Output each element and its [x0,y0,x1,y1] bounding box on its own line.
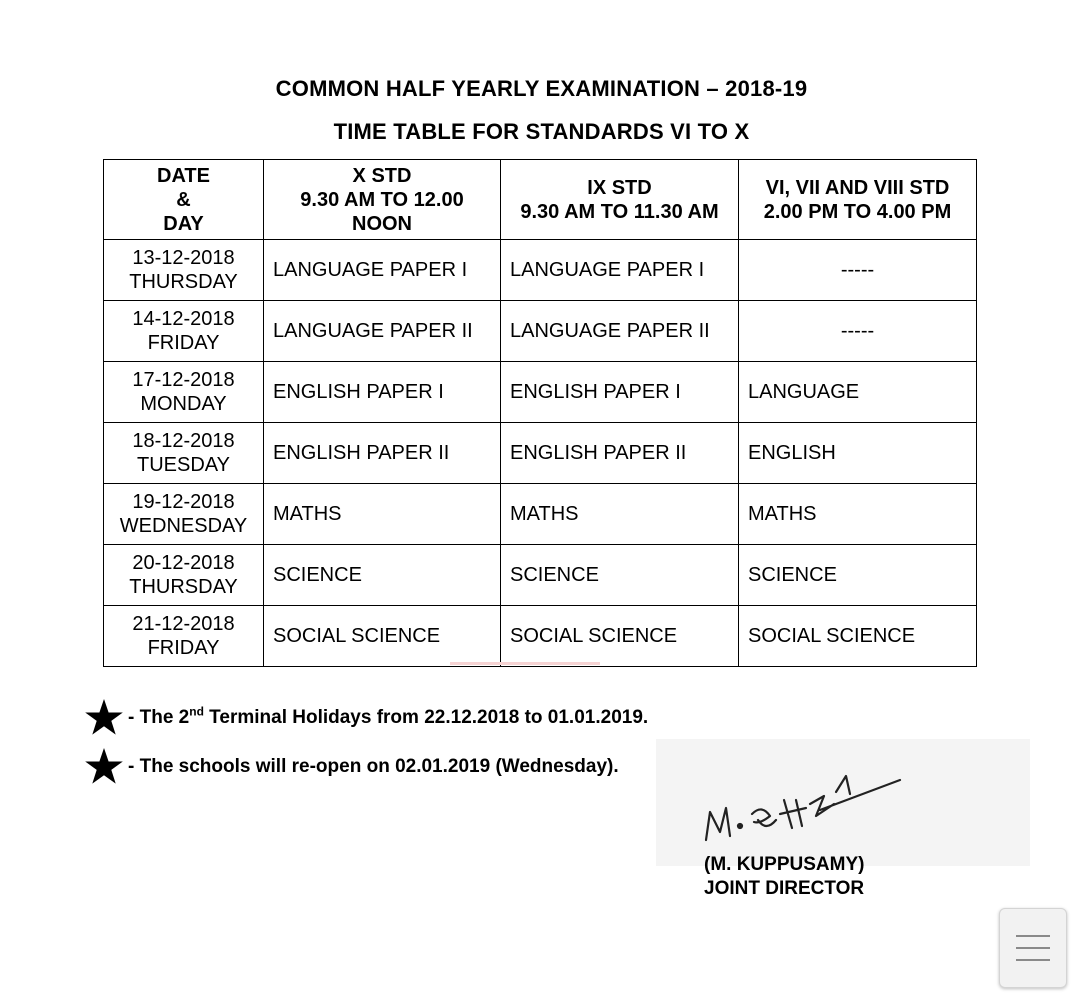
x-std-cell: ENGLISH PAPER I [264,362,501,423]
timetable [103,159,977,667]
date-cell [104,545,264,606]
header-x-std [264,160,501,240]
vi-viii-std-cell: SCIENCE [739,545,977,606]
note-text-part: Terminal Holidays from 22.12.2018 to 01.01.2019. [203,707,649,728]
ix-std-cell: SOCIAL SCIENCE [501,606,739,667]
note-superscript: nd [189,704,204,719]
vi-viii-std-cell: LANGUAGE [739,362,977,423]
hamburger-menu-icon [1016,947,1050,949]
table-row [104,484,977,545]
ix-std-cell: LANGUAGE PAPER II [501,301,739,362]
signatory-name: (M. KUPPUSAMY) [704,854,865,875]
date-cell [104,301,264,362]
document-subtitle: TIME TABLE FOR STANDARDS VI TO X [333,119,750,144]
x-std-cell: LANGUAGE PAPER I [264,240,501,301]
day-text: THURSDAY [129,576,238,598]
hamburger-menu-icon [1016,935,1050,937]
note-reopen-text: - The schools will re-open on 02.01.2019 (Wednesday). [128,756,619,777]
header-line: NOON [352,212,412,235]
date-cell [104,606,264,667]
ix-std-cell: MATHS [501,484,739,545]
day-text: WEDNESDAY [119,515,248,537]
date-text: 18-12-2018 [132,430,235,452]
scan-artifact [450,662,600,665]
table-row [104,301,977,362]
date-text: 20-12-2018 [132,552,235,574]
table-row [104,362,977,423]
header-line: DAY [163,212,204,235]
vi-viii-std-cell: ----- [739,240,977,301]
header-vi-viii-std [739,160,977,240]
ix-std-cell: LANGUAGE PAPER I [501,240,739,301]
signatory-block [704,853,864,901]
day-text: MONDAY [140,393,227,415]
vi-viii-std-cell: MATHS [739,484,977,545]
x-std-cell: LANGUAGE PAPER II [264,301,501,362]
date-cell [104,484,264,545]
header-line: IX STD [587,176,652,199]
header-date-day [104,160,264,240]
date-text: 21-12-2018 [132,613,235,635]
header-line: VI, VII AND VIII STD [765,176,950,199]
ix-std-cell: ENGLISH PAPER I [501,362,739,423]
date-cell [104,362,264,423]
table-row [104,545,977,606]
star-icon [84,698,124,738]
hamburger-menu-icon [1016,959,1050,961]
header-ix-std [501,160,739,240]
ix-std-cell: SCIENCE [501,545,739,606]
date-text: 14-12-2018 [132,308,235,330]
x-std-cell: SCIENCE [264,545,501,606]
header-line: 9.30 AM TO 12.00 [300,188,464,211]
hamburger-menu-button[interactable] [999,908,1067,988]
day-text: THURSDAY [129,271,238,293]
table-row [104,606,977,667]
table-row [104,240,977,301]
header-line: DATE [157,164,210,187]
vi-viii-std-cell: ----- [739,301,977,362]
table-row [104,423,977,484]
x-std-cell: ENGLISH PAPER II [264,423,501,484]
day-text: FRIDAY [147,332,220,354]
header-line: 2.00 PM TO 4.00 PM [763,200,952,223]
header-line: & [176,188,191,211]
signatory-designation: JOINT DIRECTOR [704,878,865,899]
ix-std-cell: ENGLISH PAPER II [501,423,739,484]
note-text-part: - The 2 [128,707,190,728]
x-std-cell: MATHS [264,484,501,545]
note-holidays-text [128,704,649,729]
star-icon [84,747,124,787]
day-text: TUESDAY [137,454,230,476]
date-text: 13-12-2018 [132,247,235,269]
note-holidays [84,698,648,738]
header-row [104,160,977,240]
note-reopen [84,747,619,787]
header-line: 9.30 AM TO 11.30 AM [520,200,719,223]
document-title: COMMON HALF YEARLY EXAMINATION – 2018-19 [275,76,808,101]
x-std-cell: SOCIAL SCIENCE [264,606,501,667]
header-line: X STD [352,164,412,187]
day-text: FRIDAY [147,637,220,659]
vi-viii-std-cell: ENGLISH [739,423,977,484]
date-text: 17-12-2018 [132,369,235,391]
date-cell [104,423,264,484]
date-text: 19-12-2018 [132,491,235,513]
date-cell [104,240,264,301]
signature-mark [700,770,910,850]
vi-viii-std-cell: SOCIAL SCIENCE [739,606,977,667]
